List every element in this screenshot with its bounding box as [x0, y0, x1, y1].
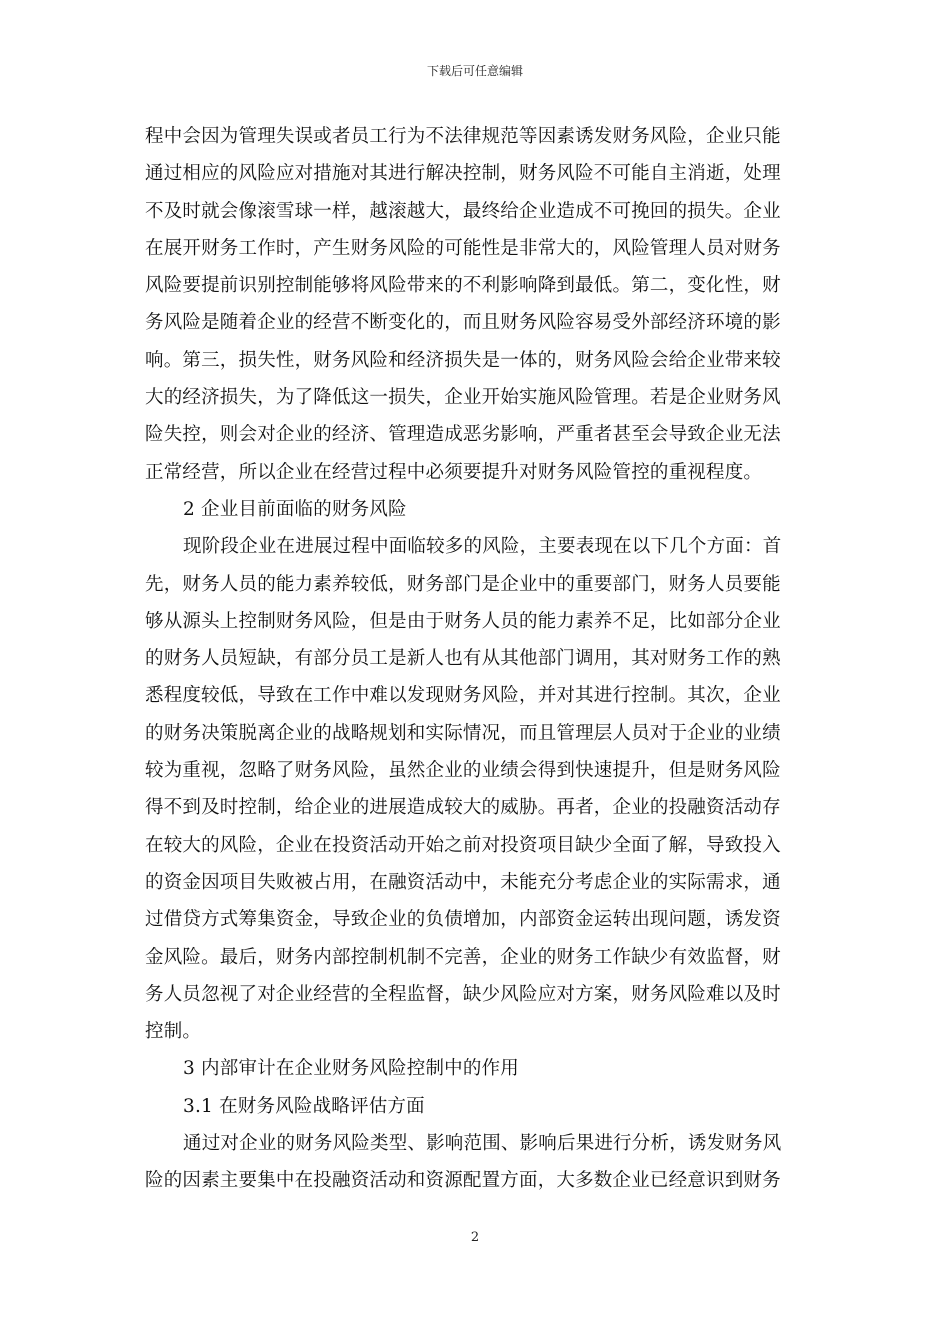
text-line: 2 企业目前面临的财务风险 [183, 498, 407, 520]
text-line: 的资金因项目失败被占用，在融资活动中，未能充分考虑企业的实际需求，通 [145, 871, 781, 893]
text-line: 较为重视，忽略了财务风险，虽然企业的业绩会得到快速提升，但是财务风险 [145, 760, 781, 782]
page-header: 下载后可任意编辑 [426, 64, 523, 78]
text-line: 在展开财务工作时，产生财务风险的可能性是非常大的，风险管理人员对财务 [145, 237, 781, 259]
text-line: 正常经营，所以企业在经营过程中必须要提升对财务风险管控的重视程度。 [145, 461, 763, 483]
text-line: 风险要提前识别控制能够将风险带来的不利影响降到最低。第二，变化性，财 [145, 275, 781, 297]
text-line: 3.1 在财务风险战略评估方面 [183, 1095, 425, 1117]
text-line: 金风险。最后，财务内部控制机制不完善，企业的财务工作缺少有效监督，财 [145, 946, 781, 968]
text-line: 悉程度较低，导致在工作中难以发现财务风险，并对其进行控制。其次，企业 [145, 685, 781, 707]
text-line: 务风险是随着企业的经营不断变化的，而且财务风险容易受外部经济环境的影 [145, 312, 781, 334]
text-line: 够从源头上控制财务风险，但是由于财务人员的能力素养不足，比如部分企业 [145, 610, 781, 632]
text-line: 的财务人员短缺，有部分员工是新人也有从其他部门调用，其对财务工作的熟 [145, 648, 781, 670]
text-line: 通过相应的风险应对措施对其进行解决控制，财务风险不可能自主消逝，处理 [145, 163, 781, 185]
text-line: 务人员忽视了对企业经营的全程监督，缺少风险应对方案，财务风险难以及时 [145, 983, 781, 1005]
text-line: 大的经济损失，为了降低这一损失，企业开始实施风险管理。若是企业财务风 [145, 387, 781, 409]
text-line: 过借贷方式筹集资金，导致企业的负债增加，内部资金运转出现问题，诱发资 [145, 909, 781, 931]
text-line: 险失控，则会对企业的经济、管理造成恶劣影响，严重者甚至会导致企业无法 [145, 424, 781, 446]
text-line: 通过对企业的财务风险类型、影响范围、影响后果进行分析，诱发财务风 [183, 1133, 782, 1155]
text-line: 得不到及时控制，给企业的进展造成较大的威胁。再者，企业的投融资活动存 [145, 797, 781, 819]
document-body [145, 118, 807, 1200]
page-number: 2 [470, 1230, 480, 1245]
text-line: 响。第三，损失性，财务风险和经济损失是一体的，财务风险会给企业带来较 [145, 349, 781, 371]
text-line: 现阶段企业在进展过程中面临较多的风险，主要表现在以下几个方面：首 [183, 536, 782, 558]
text-line: 的财务决策脱离企业的战略规划和实际情况，而且管理层人员对于企业的业绩 [145, 722, 781, 744]
text-line: 3 内部审计在企业财务风险控制中的作用 [183, 1058, 519, 1080]
text-line: 控制。 [145, 1021, 202, 1043]
text-line: 在较大的风险，企业在投资活动开始之前对投资项目缺少全面了解，导致投入 [145, 834, 781, 856]
text-line: 程中会因为管理失误或者员工行为不法律规范等因素诱发财务风险，企业只能 [145, 126, 781, 147]
text-line: 险的因素主要集中在投融资活动和资源配置方面，大多数企业已经意识到财务 [145, 1170, 781, 1192]
text-line: 先，财务人员的能力素养较低，财务部门是企业中的重要部门，财务人员要能 [145, 573, 781, 595]
text-line: 不及时就会像滚雪球一样，越滚越大，最终给企业造成不可挽回的损失。企业 [145, 200, 781, 222]
